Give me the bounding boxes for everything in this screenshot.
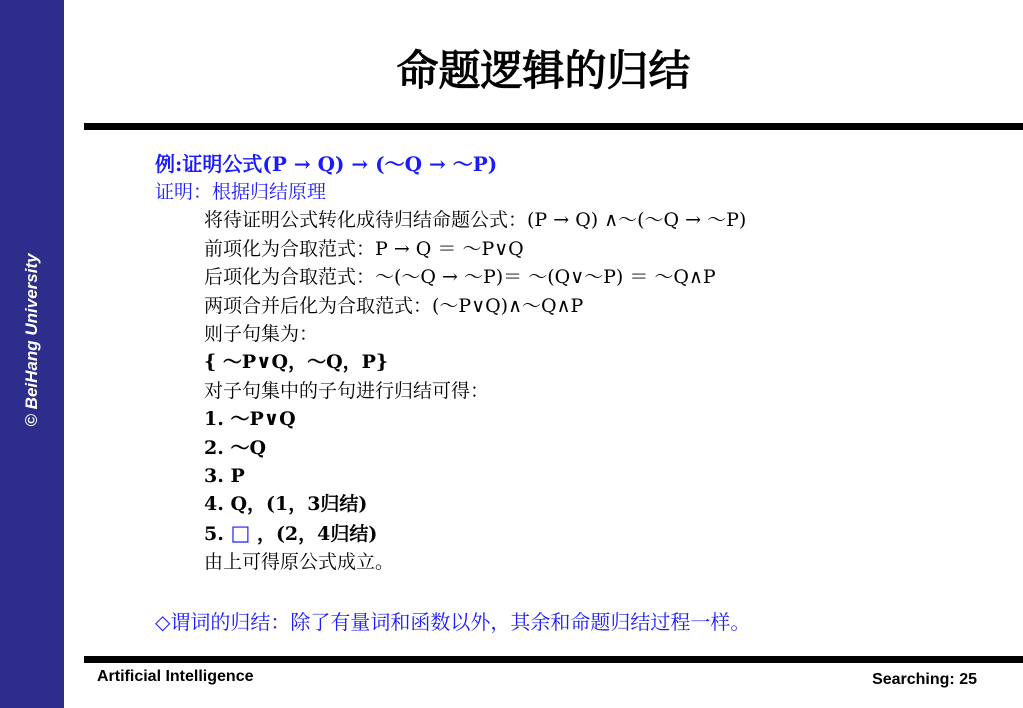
slide-title: 命题逻辑的归结: [396, 46, 691, 95]
resolution-step-2: 2. ～Q: [204, 437, 267, 459]
conclusion: 由上可得原公式成立。: [204, 551, 395, 573]
step-5-note: ，(2，4归结): [256, 523, 378, 545]
step-merge: 两项合并后化为合取范式：(～P∨Q)∧～Q∧P: [204, 295, 584, 317]
predicate-note: ◇谓词的归结：除了有量词和函数以外，其余和命题归结过程一样。: [155, 610, 751, 634]
bottom-divider: [84, 656, 1023, 663]
footer-course: Artificial Intelligence: [97, 668, 254, 685]
step-front: 前项化为合取范式：P → Q ＝ ～P∨Q: [204, 238, 524, 260]
proof-label: 证明：根据归结原理: [155, 181, 327, 203]
resolve-label: 对子句集中的子句进行归结可得：: [204, 380, 490, 402]
step-back: 后项化为合取范式：～(～Q → ～P)＝ ～(Q∨～P) ＝ ～Q∧P: [204, 266, 716, 288]
resolution-step-3: 3. P: [204, 465, 245, 487]
resolution-step-5: [204, 521, 377, 546]
example-line: 例:证明公式(P → Q) → (～Q → ～P): [155, 152, 498, 176]
sidebar: [0, 0, 64, 708]
clause-set-label: 则子句集为：: [204, 323, 319, 345]
clause-set: { ～P∨Q，～Q，P}: [204, 351, 389, 373]
empty-clause-box-icon: □: [230, 521, 251, 545]
sidebar-copyright: © BeiHang University: [22, 253, 41, 427]
resolution-step-4: 4. Q，(1，3归结): [204, 493, 368, 515]
step-5-number: 5.: [204, 523, 224, 545]
top-divider: [84, 123, 1023, 130]
step-convert: 将待证明公式转化成待归结命题公式：(P → Q) ∧～(～Q → ～P): [204, 209, 747, 231]
resolution-step-1: 1. ～P∨Q: [204, 408, 296, 430]
footer-page: Searching: 25: [872, 671, 977, 688]
